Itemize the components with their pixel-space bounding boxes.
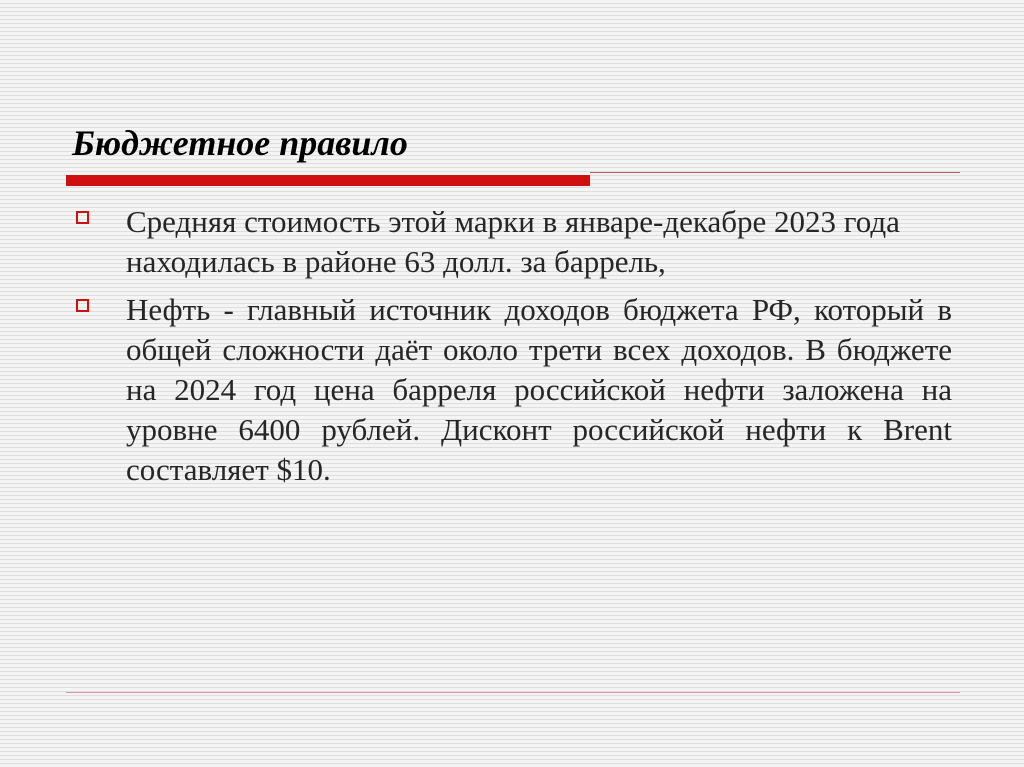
bullet-text: Средняя стоимость этой марки в январе-декабре 2023 года находилась в районе 63 долл. за баррель, xyxy=(126,204,900,279)
title-accent-bar xyxy=(66,175,590,186)
footer-divider-line xyxy=(66,692,960,693)
bullet-list xyxy=(70,202,952,498)
square-bullet-icon xyxy=(76,211,89,224)
square-bullet-icon xyxy=(76,299,89,312)
bullet-text: Нефть - главный источник доходов бюджета РФ, который в общей сложности даёт около трети всех доходов. В бюджете на 2024 год цена барреля российской нефти заложена на уровне 6400 рублей. Дисконт российской нефти к Brent составляет $10. xyxy=(126,292,952,487)
title-divider-line xyxy=(590,172,960,173)
bullet-item xyxy=(70,290,952,490)
bullet-item xyxy=(70,202,952,282)
slide-title: Бюджетное правило xyxy=(72,123,408,163)
